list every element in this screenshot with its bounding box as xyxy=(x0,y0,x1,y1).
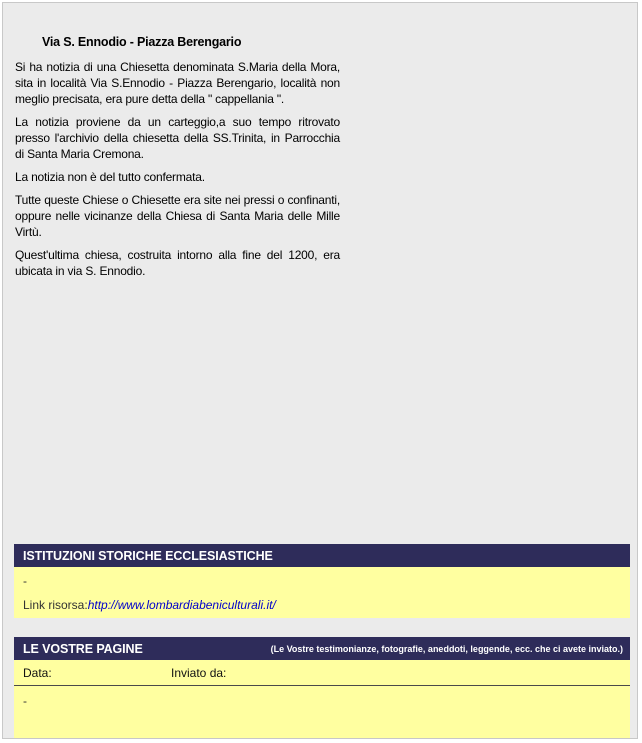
article-title: Via S. Ennodio - Piazza Berengario xyxy=(42,35,242,49)
vostre-pagine-title: LE VOSTRE PAGINE xyxy=(23,641,143,656)
page-frame xyxy=(2,2,638,739)
istituzioni-header-title: ISTITUZIONI STORICHE ECCLESIASTICHE xyxy=(23,548,273,563)
submission-placeholder: - xyxy=(23,694,27,708)
resource-link-label: Link risorsa: xyxy=(23,598,88,612)
vostre-pagine-panel xyxy=(14,637,630,738)
vostre-pagine-note: (Le Vostre testimonianze, fotografie, aneddoti, leggende, ecc. che ci avete inviato.) xyxy=(270,643,623,654)
article xyxy=(15,34,340,286)
article-paragraph: Quest'ultima chiesa, costruita intorno alla fine del 1200, era ubicata in via S. Ennodio. xyxy=(15,248,340,278)
article-paragraph: Si ha notizia di una Chiesetta denominata S.Maria della Mora, sita in località Via S.Ennodio - Piazza Berengario, località non meglio precisata, era pure detta della " cappellania ". xyxy=(15,60,340,106)
istituzioni-header xyxy=(14,544,630,567)
resource-link-row xyxy=(23,598,276,612)
article-paragraph: Tutte queste Chiese o Chiesette era site nei pressi o confinanti, oppure nelle vicinanze della Chiesa di Santa Maria delle Mille Virtù. xyxy=(15,193,340,239)
submission-meta-row xyxy=(14,660,630,686)
vostre-pagine-header xyxy=(14,637,630,660)
istituzioni-panel xyxy=(14,544,630,618)
resource-link[interactable]: http://www.lombardiabeniculturali.it/ xyxy=(87,598,276,612)
sender-label: Inviato da: xyxy=(171,666,227,680)
istituzioni-placeholder: - xyxy=(23,574,27,588)
article-paragraph: La notizia non è del tutto confermata. xyxy=(15,170,205,184)
article-paragraph: La notizia proviene da un carteggio,a suo tempo ritrovato presso l'archivio della chiesetta della SS.Trinita, in Parrocchia di Santa Maria Cremona. xyxy=(15,115,340,161)
date-label: Data: xyxy=(23,666,52,680)
